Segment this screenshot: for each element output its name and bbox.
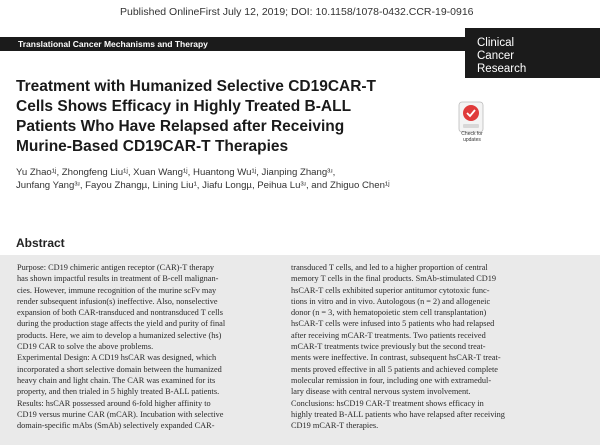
abstract-line: incorporated a short selective domain between the humanized bbox=[17, 364, 222, 374]
abstract-line: render subsequent infusion(s) ineffective. Also, nonselective bbox=[17, 296, 218, 306]
abstract-line: hsCAR-T cells exhibited superior antitumor cytotoxic func- bbox=[291, 285, 490, 295]
article-title bbox=[16, 77, 471, 157]
abstract-line: memory T cells in the final products. SmAb-stimulated CD19 bbox=[291, 274, 497, 284]
abstract-line: tions in vitro and in vivo. Autologous (n = 2) and allogeneic bbox=[291, 296, 491, 306]
abstract-line: Purpose: CD19 chimeric antigen receptor (CAR)-T therapy bbox=[17, 263, 215, 272]
abstract-column-right bbox=[291, 262, 563, 431]
title-line: Cells Shows Efficacy in Highly Treated B-ALL bbox=[16, 98, 352, 115]
journal-name-line: Clinical bbox=[477, 37, 515, 49]
abstract-line: ments proved effective in all 5 patients and achieved complete bbox=[291, 364, 498, 374]
check-for-updates-label[interactable] bbox=[452, 132, 492, 143]
journal-logo bbox=[465, 28, 600, 78]
section-bar bbox=[0, 37, 465, 51]
abstract-line: molecular remission in four, including one with extramedul- bbox=[291, 375, 492, 385]
author-line: Yu Zhao¹ʲ, Zhongfeng Liu¹ʲ, Xuan Wang¹ʲ, Huantong Wu¹ʲ, Jianping Zhang³ʴ, bbox=[16, 167, 336, 178]
check-for-updates-icon[interactable] bbox=[458, 101, 484, 133]
title-line: Treatment with Humanized Selective CD19CAR-T bbox=[16, 78, 377, 95]
abstract-line: products. Here, we aim to develop a humanized selective (hs) bbox=[17, 330, 222, 340]
abstract-line: ments were ineffective. In contrast, subsequent hsCAR-T treat- bbox=[291, 353, 501, 363]
abstract-line: domain-specific mAbs (SmAb) selectively expanded CAR- bbox=[17, 421, 215, 431]
abstract-line: cies. However, immune recognition of the murine scFv may bbox=[17, 285, 217, 295]
abstract-line: highly treated B-ALL patients who have relapsed after receiving bbox=[291, 409, 505, 419]
abstract-line: has shown impactful results in treatment of B-cell malignan- bbox=[17, 274, 219, 284]
abstract-line: expansion of both CAR-transduced and nontransduced T cells bbox=[17, 308, 223, 318]
abstract-line: Conclusions: hsCD19 CAR-T treatment shows efficacy in bbox=[291, 398, 484, 408]
abstract-line: Experimental Design: A CD19 hsCAR was designed, which bbox=[17, 353, 217, 363]
journal-name-line: Research bbox=[477, 63, 527, 75]
abstract-line: CD19 versus murine CAR (mCAR). Incubation with selective bbox=[17, 409, 224, 419]
abstract-line: during the production stage affects the yield and purity of final bbox=[17, 319, 226, 329]
title-line: Murine-Based CD19CAR-T Therapies bbox=[16, 138, 289, 155]
published-online-line: Published OnlineFirst July 12, 2019; DOI: 10.1158/1078-0432.CCR-19-0916 bbox=[120, 6, 474, 18]
abstract-line: heavy chain and light chain. The CAR was examined for its bbox=[17, 375, 216, 385]
abstract-line: Results: hsCAR possessed around 6-fold higher affinity to bbox=[17, 398, 211, 408]
journal-name-line: Cancer bbox=[477, 50, 515, 62]
badge-label-line: Check for bbox=[461, 131, 483, 137]
abstract-line: CD19 mCAR-T therapies. bbox=[291, 421, 379, 431]
abstract-line: after receiving mCAR-T treatments. Two patients received bbox=[291, 330, 486, 340]
author-line: Junfang Yang³ʴ, Fayou Zhangµ, Lining Liu¹, Jiafu Longµ, Peihua Lu³ʴ, and Zhiguo Chen¹ʲ bbox=[16, 180, 390, 191]
abstract-line: CD19 CAR to solve the above problems. bbox=[17, 342, 154, 352]
title-line: Patients Who Have Relapsed after Receiving bbox=[16, 118, 345, 135]
abstract-heading: Abstract bbox=[16, 236, 65, 250]
author-list bbox=[16, 166, 576, 192]
section-label: Translational Cancer Mechanisms and Therapy bbox=[18, 39, 208, 49]
abstract-line: donor (n = 3, with hematopoietic stem cell transplantation) bbox=[291, 308, 487, 318]
badge-label-line: updates bbox=[463, 136, 481, 143]
abstract-line: mCAR-T treatments twice previously but the second treat- bbox=[291, 342, 486, 352]
abstract-line: lary disease with central nervous system involvement. bbox=[291, 387, 471, 397]
abstract-line: property, and then trialed in 5 highly treated B-ALL patients. bbox=[17, 387, 220, 397]
abstract-line: transduced T cells, and led to a higher proportion of central bbox=[291, 263, 488, 272]
abstract-column-left bbox=[17, 262, 289, 431]
abstract-line: hsCAR-T cells were infused into 5 patients who had relapsed bbox=[291, 319, 495, 329]
